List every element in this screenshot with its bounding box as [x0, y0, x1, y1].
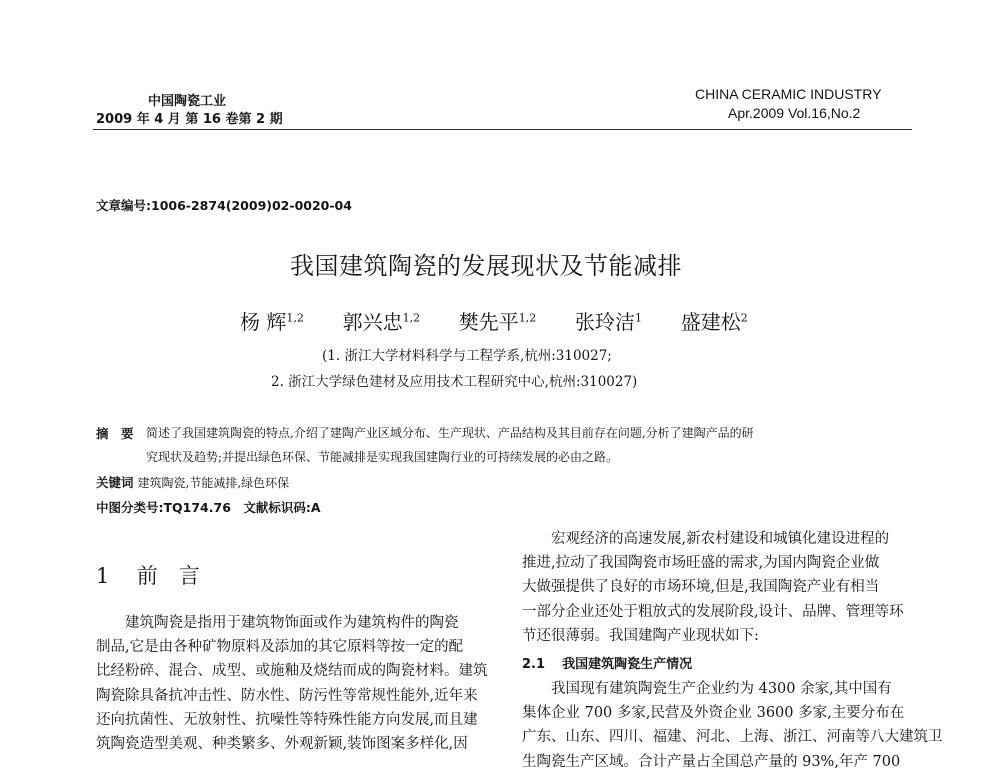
author-affiliation-mark: 1	[635, 311, 643, 325]
subsection-title: 我国建筑陶瓷生产情况	[562, 657, 693, 672]
right-column-body	[522, 527, 904, 648]
classification: 中图分类号:TQ174.76 文献标识码:A	[96, 500, 321, 515]
issue-en: Apr.2009 Vol.16,No.2	[728, 105, 861, 121]
article-number: 文章编号:1006-2874(2009)02-0020-04	[96, 198, 352, 213]
text-line: 还向抗菌性、无放射性、抗噪性等特殊性能方向发展,而且建	[96, 711, 478, 728]
left-column-body	[96, 611, 488, 756]
abstract-label: 摘 要	[96, 426, 134, 441]
author: 郭兴忠	[342, 310, 403, 334]
author-affiliation-mark: 2	[740, 311, 748, 325]
author-affiliation-mark: 1,2	[402, 311, 421, 325]
text-line: 一部分企业还处于粗放式的发展阶段,设计、品牌、管理等环	[522, 603, 904, 620]
issue-cn: 2009 年 4 月 第 16 卷第 2 期	[96, 112, 283, 127]
subsection-number: 2.1	[522, 657, 546, 672]
abstract-line: 简述了我国建筑陶瓷的特点,介绍了建陶产业区域分布、生产现状、产品结构及其目前存在问题,分析了建陶产品的研	[146, 426, 754, 440]
header-rule	[93, 129, 912, 130]
journal-name-cn: 中国陶瓷工业	[148, 94, 227, 109]
text-line: 集体企业 700 多家,民营及外资企业 3600 多家,主要分布在	[522, 705, 905, 722]
author: 樊先平	[458, 310, 519, 334]
subsection-heading	[522, 653, 692, 672]
abstract-line: 究现状及趋势;并提出绿色环保、节能减排是实现我国建陶行业的可持续发展的必由之路。	[146, 450, 619, 464]
author: 杨 辉	[240, 310, 287, 334]
text-line: 广东、山东、四川、福建、河北、上海、浙江、河南等八大建筑卫	[522, 729, 943, 746]
text-line: 生陶瓷生产区域。合计产量占全国总产量的 93%,年产 700	[522, 753, 901, 770]
section-heading	[96, 560, 200, 590]
text-line: 陶瓷除具备抗冲击性、防水性、防污性等常规性能外,近年来	[96, 687, 478, 704]
author: 盛建松	[680, 310, 741, 334]
text-line: 大做强提供了良好的市场环境,但是,我国陶瓷产业有相当	[522, 579, 880, 596]
keywords	[96, 473, 289, 491]
text-line: 我国现有建筑陶瓷生产企业约为 4300 余家,其中国有	[522, 681, 892, 697]
text-line: 推进,拉动了我国陶瓷市场旺盛的需求,为国内陶瓷企业做	[522, 555, 880, 572]
author: 张玲洁	[575, 310, 636, 334]
text-line: 建筑陶瓷是指用于建筑物饰面或作为建筑构件的陶瓷	[96, 615, 459, 631]
keywords-text: 建筑陶瓷,节能减排,绿色环保	[137, 476, 290, 490]
journal-name-en: CHINA CERAMIC INDUSTRY	[695, 86, 882, 102]
text-line: 宏观经济的高速发展,新农村建设和城镇化建设进程的	[522, 531, 890, 547]
author-list	[240, 306, 748, 335]
affiliation-1: (1. 浙江大学材料科学与工程学系,杭州:310027;	[322, 348, 612, 364]
right-column-body-2	[522, 677, 943, 774]
author-affiliation-mark: 1,2	[518, 311, 537, 325]
keywords-label: 关键词	[96, 475, 134, 490]
section-title: 前 言	[136, 564, 200, 588]
text-line: 筑陶瓷造型美观、种类繁多、外观新颖,装饰图案多样化,因	[96, 736, 468, 753]
author-affiliation-mark: 1,2	[286, 311, 304, 325]
paper-title: 我国建筑陶瓷的发展现状及节能减排	[290, 252, 682, 280]
text-line: 比经粉碎、混合、成型、或施釉及烧结而成的陶瓷材料。建筑	[96, 663, 488, 680]
section-number: 1	[96, 564, 110, 588]
affiliation-2: 2. 浙江大学绿色建材及应用技术工程研究中心,杭州:310027)	[271, 374, 638, 390]
text-line: 制品,它是由各种矿物原料及添加的其它原料等按一定的配	[96, 639, 464, 656]
text-line: 节还很薄弱。我国建陶产业现状如下:	[522, 627, 759, 644]
